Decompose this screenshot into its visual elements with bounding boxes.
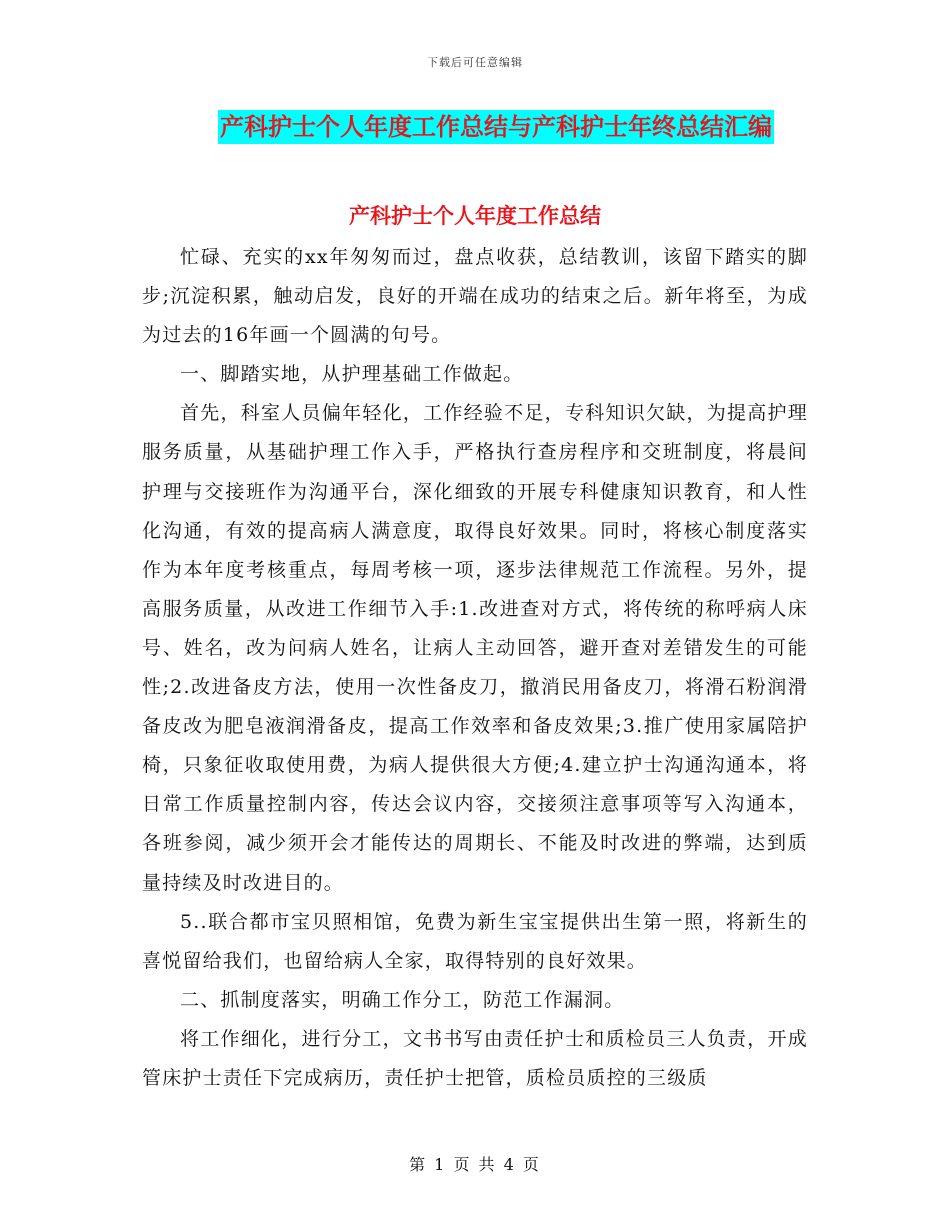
paragraph-heading-1: 一、脚踏实地，从护理基础工作做起。 <box>180 363 524 386</box>
paragraph-details: 首先，科室人员偏年轻化，工作经验不足，专科知识欠缺，为提高护理服务质量，从基础护理工作入手，严格执行查房程序和交班制度，将晨间护理与交接班作为沟通平台，深化细致的开展专科健康知识教育，和人性化沟通，有效的提高病人满意度，取得良好效果。同时，将核心制度落实作为本年度考核重点，每周考核一项，逐步法律规范工作流程。另外，提高服务质量，从改进工作细节入手:1.改进查对方式，将传统的称呼病人床号、姓名，改为问病人姓名，让病人主动回答，避开查对差错发生的可能性;2.改进备皮方法，使用一次性备皮刀，撤消民用备皮刀，将滑石粉润滑备皮改为肥皂液润滑备皮，提高工作效率和备皮效果;3.推广使用家属陪护椅，只象征收取使用费，为病人提供很大方便;4.建立护士沟通沟通本，将日常工作质量控制内容，传达会议内容，交接须注意事项等写入沟通本，各班参阅，减少须开会才能传达的周期长、不能及时改进的弊端，达到质量持续及时改进目的。 <box>142 402 808 894</box>
paragraph-item-5: 5..联合都市宝贝照相馆，免费为新生宝宝提供出生第一照，将新生的喜悦留给我们，也留给病人全家，取得特别的良好效果。 <box>142 910 808 972</box>
document-body <box>142 238 808 1098</box>
section-title: 产科护士个人年度工作总结 <box>349 204 601 228</box>
document-main-title: 产科护士个人年度工作总结与产科护士年终总结汇编 <box>218 110 774 144</box>
header-note: 下载后可任意编辑 <box>427 56 523 69</box>
paragraph-heading-2: 二、抓制度落实，明确工作分工，防范工作漏洞。 <box>180 988 625 1011</box>
paragraph-intro: 忙碌、充实的xx年匆匆而过，盘点收获，总结教训，该留下踏实的脚步;沉淀积累，触动启发，良好的开端在成功的结束之后。新年将至，为成为过去的16年画一个圆满的句号。 <box>142 246 808 347</box>
main-title-container <box>0 110 950 144</box>
page-footer: 第 1 页 共 4 页 <box>409 1155 541 1174</box>
paragraph-division: 将工作细化，进行分工，文书书写由责任护士和质检员三人负责，开成管床护士责任下完成病历，责任护士把管，质检员质控的三级质 <box>142 1027 808 1089</box>
